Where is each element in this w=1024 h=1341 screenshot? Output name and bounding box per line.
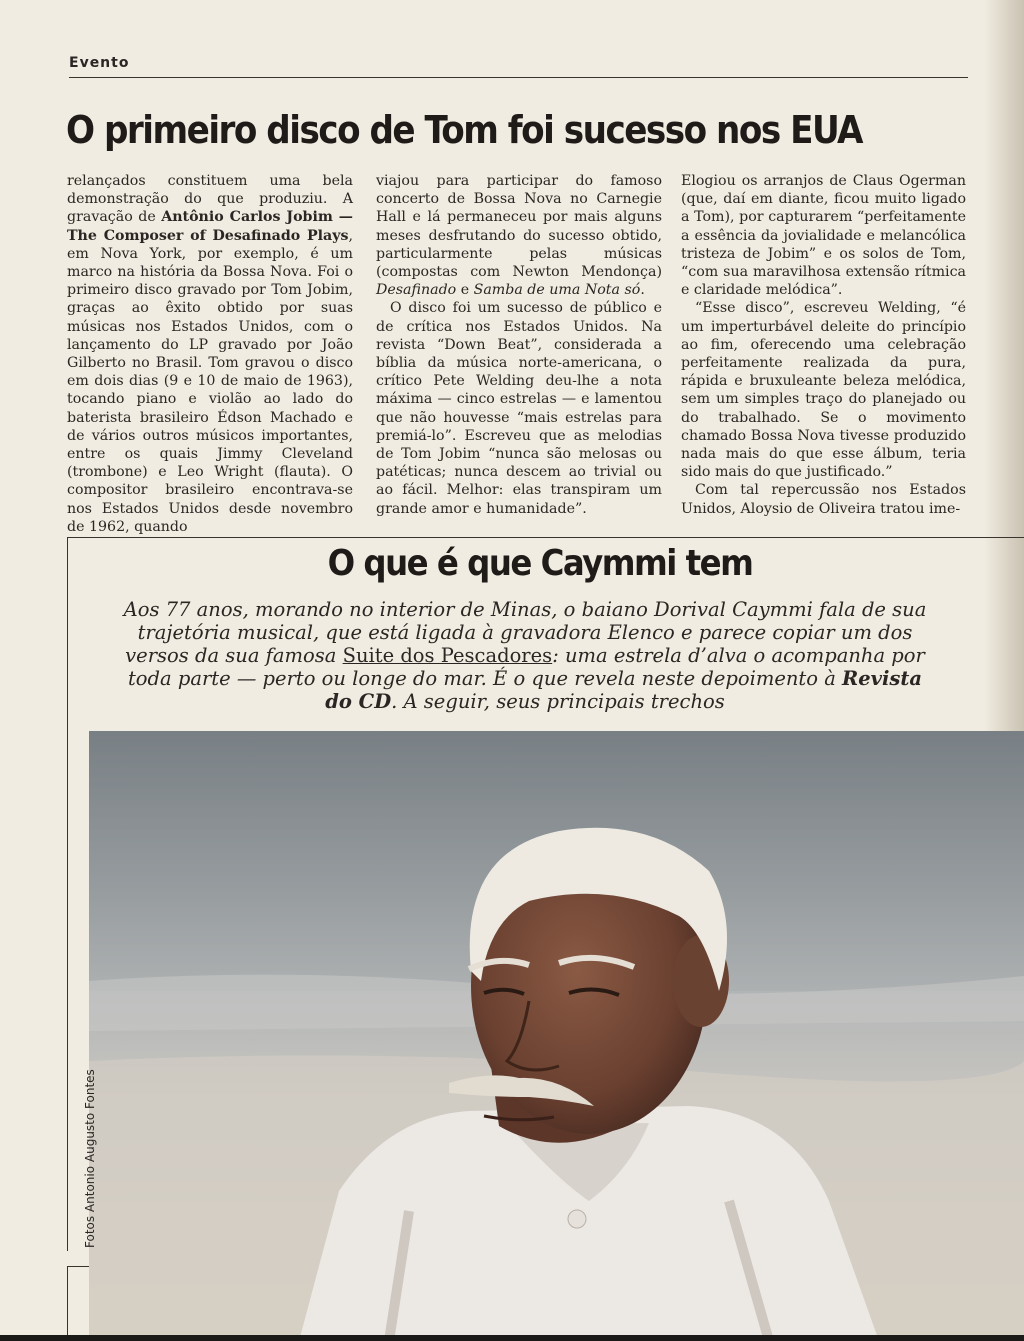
paragraph: Elogiou os arranjos de Claus Ogerman (que, daí em diante, ficou muito ligado a Tom), por capturarem “perfeitamente a essência da jovialidade e melancólica tristeza de Jobim” e os solos de Tom, “com sua maravilhosa extensão rítmica e claridade melódica”. [681, 173, 966, 299]
paragraph: viajou para participar do famoso concerto de Bossa Nova no Carnegie Hall e lá permaneceu por mais alguns meses desfrutando do sucesso obtido, particularmente pelas músicas (compostas com Newton Mendonça) Desafinado e Samba de uma Nota só. [376, 173, 662, 299]
paragraph: “Esse disco”, escreveu Welding, “é um imperturbável deleite do princípio ao fim, oferecendo uma celebração perfeitamente realizada da pura, rápida e bruxuleante beleza melódica, sem um simples traço do planejado ou do trabalhado. Se o movimento chamado Bossa Nova tivesse produzido nada mais do que esse álbum, teria sido mais do que justificado.” [681, 300, 966, 481]
section-label: Evento [69, 55, 130, 71]
box-rule-tick [67, 1266, 89, 1267]
song-title: Suite dos Pescadores [342, 644, 553, 667]
interview-dek: Aos 77 anos, morando no interior de Minas, o baiano Dorival Caymmi fala de sua trajetória musical, que está ligada à gravadora Elenco e parece copiar um dos versos da sua famosa Suite dos Pescadores: uma estrela d’alva o acompanha por toda parte — perto ou longe do mar. É o que revela neste depoimento à Revista do CD. A seguir, seus principais trechos [123, 598, 927, 713]
top-rule [69, 77, 968, 78]
paragraph: Com tal repercussão nos Estados Unidos, Aloysio de Oliveira tratou ime- [681, 482, 966, 517]
box-rule-top [67, 537, 1024, 538]
portrait-photo [89, 731, 1024, 1341]
paragraph: relançados constituem uma bela demonstração do que produziu. A gravação de Antônio Carlos Jobim — The Composer of Desafinado Plays, em Nova York, por exemplo, é um marco na história da Bossa Nova. Foi o primeiro disco gravado por Tom Jobim, graças ao êxito obtido por suas músicas nos Estados Unidos, com o lançamento do LP gravado por João Gilberto no Brasil. Tom gravou o disco em dois dias (9 e 10 de maio de 1963), tocando piano e violão ao lado do baterista brasileiro Édson Machado e de vários outros músicos importantes, entre os quais Jimmy Cleveland (trombone) e Leo Wright (flauta). O compositor brasileiro encontrava-se nos Estados Unidos desde novembro de 1962, quando [67, 173, 353, 535]
article-column-3 [681, 172, 966, 520]
interview-headline: O que é que Caymmi tem [327, 543, 753, 584]
article-column-1 [67, 172, 353, 535]
paragraph: O disco foi um sucesso de público e de crítica nos Estados Unidos. Na revista “Down Beat”, considerada a bíblia da música norte-americana, o crítico Pete Welding deu-lhe a nota máxima — cinco estrelas — e lamentou que não houvesse “mais estrelas para premiá-lo”. Escreveu que as melodias de Tom Jobim “nunca são melosas ou patéticas; nunca descem ao trivial ou ao fácil. Melhor: elas transpiram um grande amor e humanidade”. [376, 300, 662, 517]
album-title: Antônio Carlos Jobim — The Composer of Desafinado Plays [67, 209, 353, 244]
article-headline: O primeiro disco de Tom foi sucesso nos EUA [66, 108, 862, 152]
portrait-illustration [89, 731, 1024, 1341]
bottom-band [0, 1335, 1024, 1341]
article-column-2 [376, 172, 662, 520]
box-rule-left [67, 537, 68, 1251]
photo-credit: Fotos Antonio Augusto Fontes [83, 1069, 97, 1248]
box-rule-left-tail [67, 1266, 68, 1341]
magazine-name: Revista do CD [325, 667, 923, 713]
